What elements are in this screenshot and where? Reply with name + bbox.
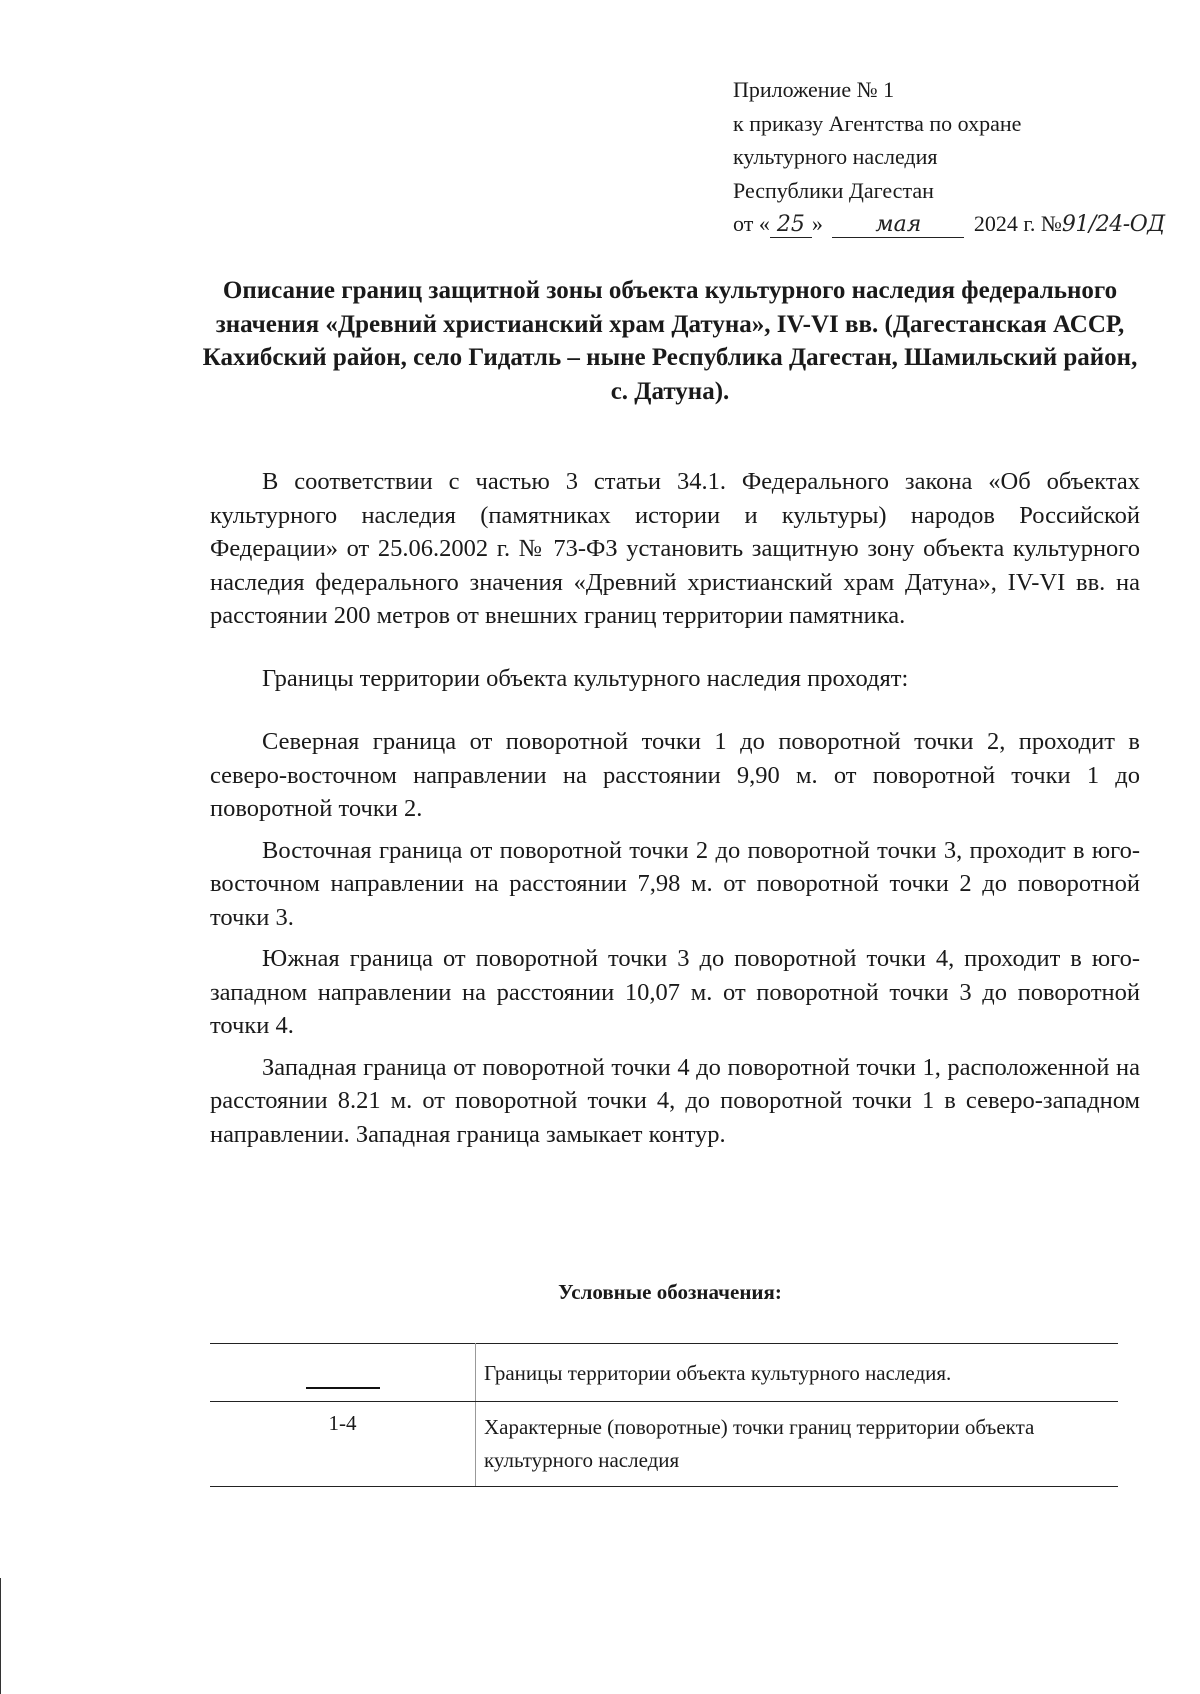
legend-row	[210, 1402, 1118, 1487]
scan-margin-line	[0, 1578, 1, 1694]
east-boundary-paragraph: Восточная граница от поворотной точки 2 до поворотной точки 3, проходит в юго-восточном направлении на расстоянии 7,98 м. от поворотной точки 2 до поворотной точки 3.	[210, 836, 1140, 931]
appendix-header	[733, 73, 1180, 241]
document-body	[210, 465, 1140, 1159]
boundary-line-symbol	[306, 1387, 380, 1389]
intro-paragraph: В соответствии с частью 3 статьи 34.1. Федерального закона «Об объектах культурного наследия (памятниках истории и культуры) народов Российской Федерации» от 25.06.2002 г. № 73-ФЗ установить защитную зону объекта культурного наследия федерального значения «Древний христианский храм Датуна», IV-VI вв. на расстоянии 200 метров от внешних границ территории памятника.	[210, 468, 1140, 629]
document-title: Описание границ защитной зоны объекта культурного наследия федерального значения «Древний христианский храм Датуна», IV-VI вв. (Дагестанская АССР, Кахибский район, село Гидатль – ныне Республика Дагестан, Шамильский район, с. Датуна).	[202, 277, 1138, 405]
appendix-agency-2: Республики Дагестан	[733, 177, 934, 203]
date-prefix: от «	[733, 211, 770, 236]
handwritten-month: мая	[832, 213, 964, 238]
legend-symbol-cell: 1-4	[210, 1402, 476, 1487]
date-year: 2024 г. №	[973, 211, 1062, 236]
appendix-order-ref: к приказу Агентства по охране	[733, 110, 1022, 136]
handwritten-order-number: 91/24-ОД	[1061, 212, 1165, 237]
date-close: »	[811, 211, 823, 236]
legend-table	[210, 1343, 1118, 1487]
handwritten-day: 25	[770, 213, 812, 238]
north-boundary-paragraph: Северная граница от поворотной точки 1 до поворотной точки 2, проходит в северо-восточном направлении на расстоянии 9,90 м. от поворотной точки 1 до поворотной точки 2.	[210, 728, 1140, 822]
south-boundary-paragraph: Южная граница от поворотной точки 3 до поворотной точки 4, проходит в юго-западном направлении на расстоянии 10,07 м. от поворотной точки 3 до поворотной точки 4.	[210, 945, 1140, 1039]
legend-title: Условные обозначения:	[558, 1280, 782, 1304]
boundaries-lead-paragraph: Границы территории объекта культурного наследия проходят:	[262, 664, 909, 692]
appendix-number: Приложение № 1	[733, 77, 895, 102]
appendix-date-line	[733, 207, 1180, 241]
appendix-agency-1: культурного наследия	[733, 144, 938, 169]
west-boundary-paragraph: Западная граница от поворотной точки 4 до поворотной точки 1, расположенной на расстоянии 8.21 м. от поворотной точки 4, до поворотной точки 1 в северо-западном направлении. Западная граница замыкает контур.	[210, 1053, 1140, 1148]
legend-symbol-cell	[210, 1344, 476, 1402]
legend-row	[210, 1344, 1118, 1402]
legend-description: Границы территории объекта культурного наследия.	[476, 1344, 1119, 1402]
legend-description: Характерные (поворотные) точки границ территории объекта культурного наследия	[476, 1402, 1119, 1487]
